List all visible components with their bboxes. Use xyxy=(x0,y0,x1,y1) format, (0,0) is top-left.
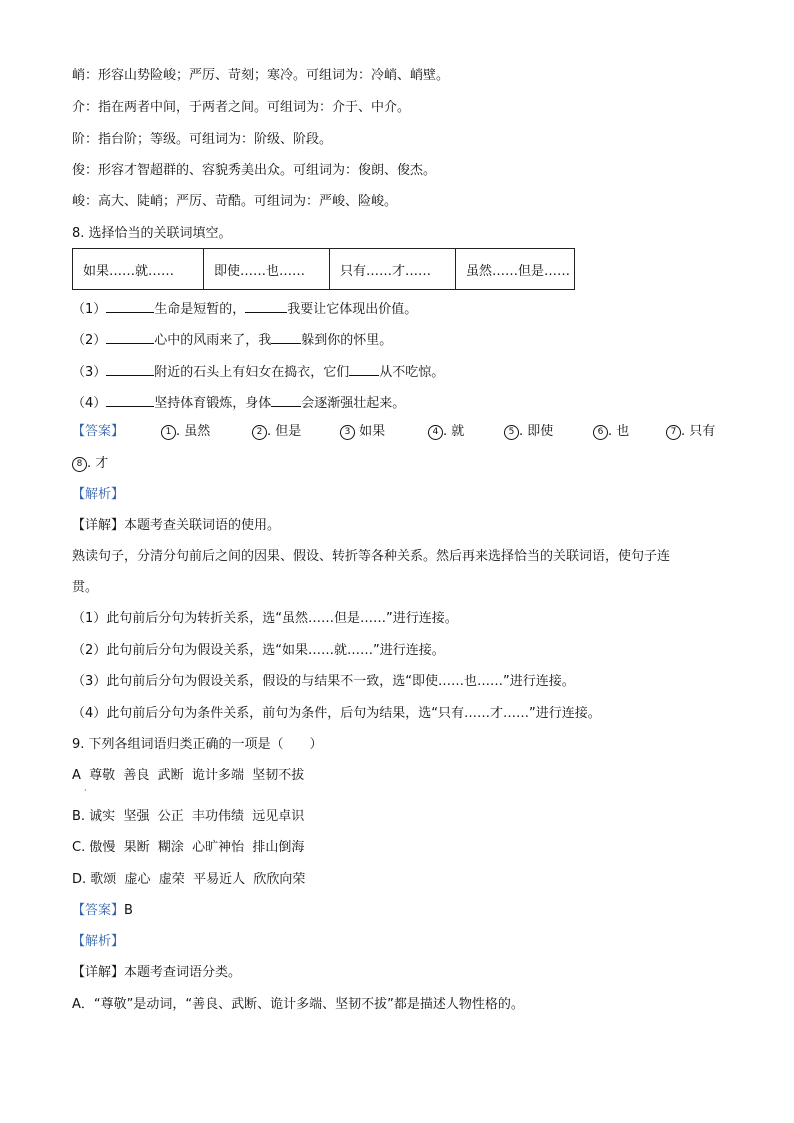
answer-item xyxy=(72,455,108,473)
analysis-label: 【解析】 xyxy=(72,487,125,502)
answer-item xyxy=(428,423,464,441)
paragraph: 熟读句子，分清分句前后之间的因果、假设、转折等各种关系。然后再来选择恰当的关联词语，使句子连 xyxy=(72,549,671,564)
option-d: D. 歌颂 虚心 虚荣 平易近人 欣欣向荣 xyxy=(72,872,306,887)
definition-line: 俊：形容才智超群的、容貌秀美出众。可组词为：俊朗、俊杰。 xyxy=(72,163,437,178)
option-b: B. 诚实 坚强 公正 丰功伟绩 远见卓识 xyxy=(72,809,305,824)
fill-blank-item xyxy=(72,298,417,319)
circle-number: 3 xyxy=(340,425,355,440)
circle-number: 6 xyxy=(593,425,608,440)
item-number: （4） xyxy=(72,396,107,411)
detail-line xyxy=(72,964,241,982)
detail-label: 【详解】 xyxy=(72,965,125,980)
definition-line: 峭：形容山势险峻；严厉、苛刻；寒冷。可组词为：冷峭、峭壁。 xyxy=(72,68,450,83)
circle-number: 1 xyxy=(161,425,176,440)
blank xyxy=(106,298,154,313)
definition-line: 介：指在两者中间，于两者之间。可组词为：介于、中介。 xyxy=(72,100,411,115)
answer-item xyxy=(252,423,301,441)
detail-line xyxy=(72,517,280,535)
detail-text: 本题考查词语分类。 xyxy=(124,965,242,980)
answer-text: . 虽然 xyxy=(176,424,211,439)
item-number: （2） xyxy=(72,333,107,348)
fill-blank-item xyxy=(72,361,444,382)
answer-label: 【答案】 xyxy=(72,424,125,439)
definition-line: 阶：指台阶；等级。可组词为：阶级、阶段。 xyxy=(72,132,333,147)
question-9-title: 9. 下列各组词语归类正确的一项是（ ） xyxy=(72,737,323,752)
circle-number: 4 xyxy=(428,425,443,440)
conjunction-option: 如果……就…… xyxy=(73,249,204,290)
item-number: （1） xyxy=(72,302,107,317)
answer-text: . 即使 xyxy=(519,424,554,439)
blank xyxy=(271,392,301,407)
item-text: 生命是短暂的， xyxy=(154,302,246,317)
item-text: 我要让它体现出价值。 xyxy=(287,302,418,317)
answer-item xyxy=(161,423,210,441)
explanation-line: A．“尊敬”是动词，“善良、武断、诡计多端、坚韧不拔”都是描述人物性格的。 xyxy=(72,997,524,1012)
item-text: 从不吃惊。 xyxy=(379,365,445,380)
fill-blank-item xyxy=(72,329,392,350)
dot-mark: · xyxy=(84,786,87,795)
blank xyxy=(271,329,301,344)
option-c: C. 傲慢 果断 糊涂 心旷神怡 排山倒海 xyxy=(72,840,305,855)
detail-label: 【详解】 xyxy=(72,518,125,533)
answer-text: 如果 xyxy=(359,424,386,439)
explanation-line: （3）此句前后分句为假设关系，假设的与结果不一致，选“即使……也……”进行连接。 xyxy=(72,674,575,689)
blank xyxy=(349,361,379,376)
paragraph: 贯。 xyxy=(72,580,99,595)
answer-text: . 就 xyxy=(443,424,465,439)
item-text: 会逐渐强壮起来。 xyxy=(301,396,406,411)
circle-number: 7 xyxy=(666,425,681,440)
circle-number: 2 xyxy=(252,425,267,440)
blank xyxy=(106,361,154,376)
item-text: 躲到你的怀里。 xyxy=(301,333,393,348)
answer-item xyxy=(593,423,629,441)
answer-item xyxy=(504,423,553,441)
fill-blank-item xyxy=(72,392,405,413)
circle-number: 8 xyxy=(72,457,87,472)
answer-value: B xyxy=(124,903,133,918)
question-8-title: 8. 选择恰当的关联词填空。 xyxy=(72,226,232,241)
conjunction-option: 虽然……但是…… xyxy=(456,249,575,290)
blank xyxy=(106,329,154,344)
explanation-line: （4）此句前后分句为条件关系，前句为条件，后句为结果，选“只有……才……”进行连接。 xyxy=(72,706,601,721)
conjunction-option: 即使……也…… xyxy=(204,249,330,290)
definition-line: 峻：高大、陡峭；严厉、苛酷。可组词为：严峻、险峻。 xyxy=(72,194,398,209)
answer-item xyxy=(340,423,385,441)
item-text: 心中的风雨来了，我 xyxy=(154,333,272,348)
explanation-line: （2）此句前后分句为假设关系，选“如果……就……”进行连接。 xyxy=(72,643,445,658)
option-a: A 尊敬 善良 武断 诡计多端 坚韧不拔 xyxy=(72,768,305,783)
answer-text: . 才 xyxy=(87,456,109,471)
item-text: 附近的石头上有妇女在捣衣，它们 xyxy=(154,365,350,380)
blank xyxy=(245,298,287,313)
answer-item xyxy=(666,423,715,441)
blank xyxy=(106,392,154,407)
analysis-label: 【解析】 xyxy=(72,934,125,949)
detail-text: 本题考查关联词语的使用。 xyxy=(124,518,281,533)
answer-text: . 也 xyxy=(608,424,630,439)
conjunction-options-table xyxy=(72,248,575,290)
conjunction-option: 只有……才…… xyxy=(330,249,456,290)
answer-text: . 只有 xyxy=(681,424,716,439)
item-text: 坚持体育锻炼，身体 xyxy=(154,396,272,411)
explanation-line: （1）此句前后分句为转折关系，选“虽然……但是……”进行连接。 xyxy=(72,611,458,626)
circle-number: 5 xyxy=(504,425,519,440)
answer-text: . 但是 xyxy=(267,424,302,439)
item-number: （3） xyxy=(72,365,107,380)
answer-line xyxy=(72,902,133,920)
answer-label: 【答案】 xyxy=(72,903,125,918)
